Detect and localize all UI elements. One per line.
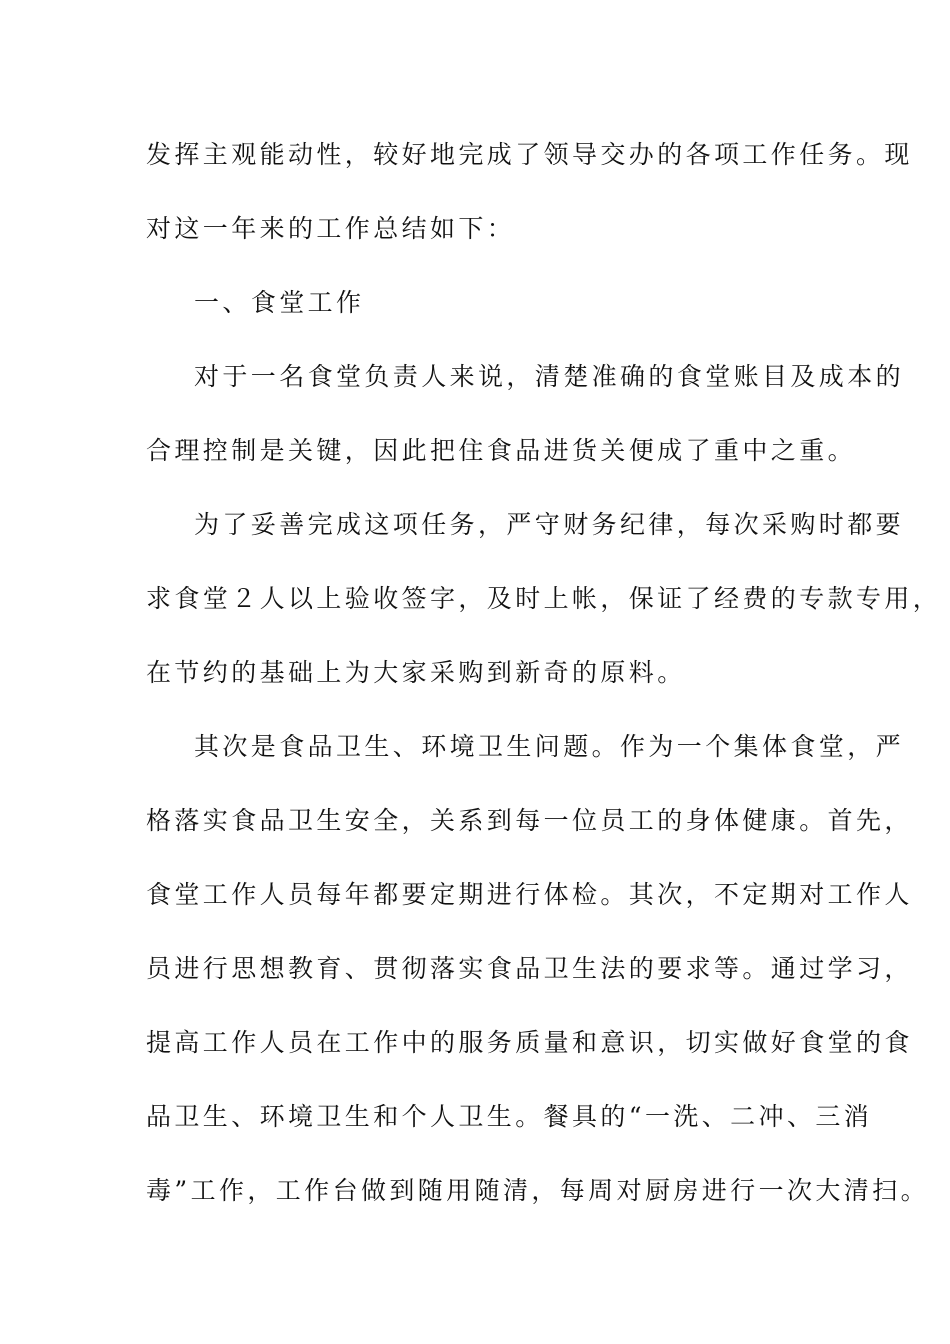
text-line-1: 发挥主观能动性，较好地完成了领导交办的各项工作任务。现 — [146, 140, 913, 169]
text-line-12: 员进行思想教育、贯彻落实食品卫生法的要求等。通过学习， — [146, 954, 913, 983]
text-line-6: 为了妥善完成这项任务，严守财务纪律，每次采购时都要 — [194, 510, 905, 539]
text-line-5: 合理控制是关键，因此把住食品进货关便成了重中之重。 — [146, 436, 857, 465]
text-line-10: 格落实食品卫生安全，关系到每一位员工的身体健康。首先， — [146, 806, 913, 835]
text-line-4: 对于一名食堂负责人来说，清楚准确的食堂账目及成本的 — [194, 362, 905, 391]
text-line-8: 在节约的基础上为大家采购到新奇的原料。 — [146, 658, 686, 687]
text-line-14: 品卫生、环境卫生和个人卫生。餐具的“一洗、二冲、三消 — [146, 1102, 873, 1131]
section-heading: 一、食堂工作 — [194, 288, 365, 317]
text-line-7: 求食堂２人以上验收签字，及时上帐，保证了经费的专款专用， — [146, 584, 942, 613]
text-line-13: 提高工作人员在工作中的服务质量和意识，切实做好食堂的食 — [146, 1028, 913, 1057]
text-line-9: 其次是食品卫生、环境卫生问题。作为一个集体食堂，严 — [194, 732, 905, 761]
text-line-15: 毒”工作，工作台做到随用随清，每周对厨房进行一次大清扫。 — [146, 1176, 929, 1205]
text-line-11: 食堂工作人员每年都要定期进行体检。其次，不定期对工作人 — [146, 880, 913, 909]
text-line-2: 对这一年来的工作总结如下： — [146, 214, 516, 243]
